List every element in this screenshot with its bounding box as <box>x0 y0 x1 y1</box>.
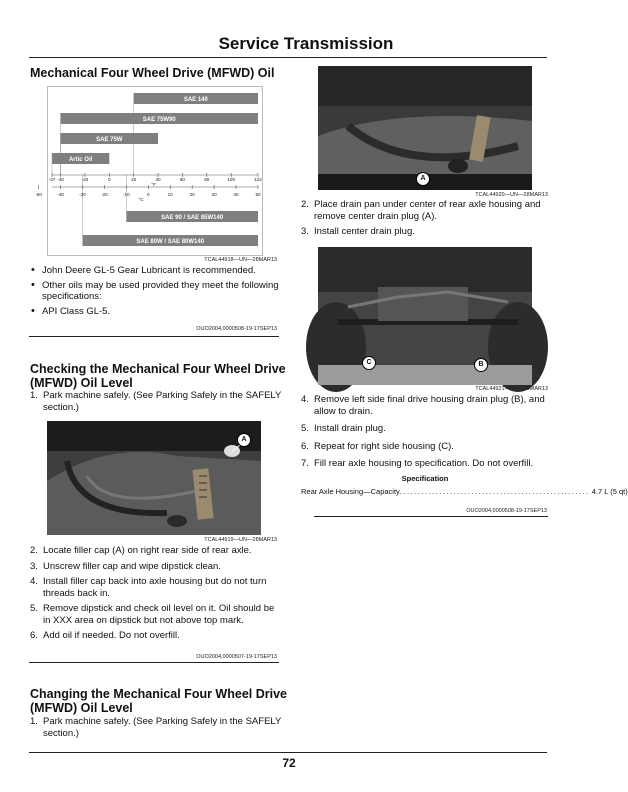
step-list <box>301 199 553 242</box>
c-tick-label: 30 <box>211 192 217 197</box>
step-item: 6. Repeat for right side housing (C). <box>301 440 454 452</box>
step-item: 5. Install drain plug. <box>301 423 386 434</box>
f-tick-label: 20 <box>131 177 137 182</box>
callout-a: A <box>237 433 251 447</box>
section-divider <box>314 516 548 517</box>
footer-rule <box>29 752 547 753</box>
specification-row <box>301 487 628 496</box>
section-title-mfwd-oil: Mechanical Four Wheel Drive (MFWD) Oil <box>30 66 275 80</box>
f-tick-label: -47 <box>48 177 56 182</box>
callout-c: C <box>362 356 376 370</box>
c-tick-label: 20 <box>189 192 195 197</box>
oil-range-label: SAE 75W <box>96 137 123 143</box>
callout-a: A <box>416 172 430 186</box>
step-item: 3. Install center drain plug. <box>301 226 415 237</box>
c-tick-label: 50 <box>255 192 261 197</box>
step-item: 2. Locate filler cap (A) on right rear side of rear axle. <box>30 545 252 556</box>
figure-caption: TCAL44920—UN—28MAR13 <box>475 192 548 198</box>
spec-bullets <box>30 265 282 320</box>
specification-heading: Specification <box>401 474 449 483</box>
figure-caption: TCAL44921—UN—28MAR13 <box>475 386 548 392</box>
section-title-checking-oil: Checking the Mechanical Four Wheel Drive (MFWD) Oil Level <box>30 362 286 390</box>
c-tick-label: 10 <box>167 192 173 197</box>
section-title-changing-oil: Changing the Mechanical Four Wheel Drive (MFWD) Oil Level <box>30 687 287 715</box>
center-drain-plug-photo <box>318 66 532 190</box>
figure-caption: TCAL44919—UN—28MAR13 <box>204 537 277 543</box>
section-divider <box>29 662 279 663</box>
c-tick-label: 40 <box>233 192 239 197</box>
c-tick-label: -20 <box>101 192 108 197</box>
step-item: 2. Place drain pan under center of rear axle housing and remove center drain plug (A). <box>301 199 541 222</box>
c-tick-label: -30 <box>79 192 86 197</box>
f-tick-label: -20 <box>81 177 89 182</box>
oil-temperature-chart <box>35 86 263 256</box>
step-item: 6. Add oil if needed. Do not overfill. <box>30 630 180 641</box>
figure-caption: TCAL44918—UN—28MAR13 <box>204 257 277 263</box>
axle-filler-illustration <box>47 421 261 535</box>
bullet-item: • API Class GL-5. <box>30 306 282 318</box>
spec-leader: ..................................................... <box>399 487 590 496</box>
bullet-item: • John Deere GL-5 Gear Lubricant is recommended. <box>30 265 282 277</box>
c-unit-label: °C <box>138 197 144 202</box>
c-tick-label: 0 <box>147 192 150 197</box>
c-tick-label: -40 <box>57 192 64 197</box>
step-item: 4. Install filler cap back into axle housing but do not turn threads back in. <box>30 576 267 599</box>
bullet-item: • Other oils may be used provided they meet the following specifications: <box>30 280 282 303</box>
f-tick-label: 80 <box>204 177 210 182</box>
oil-chart-svg <box>35 87 262 255</box>
step-list <box>30 545 282 646</box>
oil-range-label: SAE 140 <box>183 97 208 103</box>
step-item: 5. Remove dipstick and check oil level on it. Oil should be in XXX area on dipstick but not above top mark. <box>30 603 275 626</box>
reference-code: OUO2004,0000508-19-17SEP13 <box>466 508 547 514</box>
f-tick-label: 100 <box>227 177 236 182</box>
spec-label: Rear Axle Housing—Capacity <box>301 487 400 496</box>
f-tick-label: 40 <box>155 177 161 182</box>
step-list <box>301 394 553 474</box>
step-list <box>30 716 282 743</box>
final-drive-illustration <box>318 247 532 385</box>
final-drive-housing-photo <box>318 247 532 385</box>
c-tick-label: -50 <box>35 192 42 197</box>
step-item: 7. Fill rear axle housing to specification. Do not overfill. <box>301 458 534 469</box>
axle-filler-photo <box>47 421 261 535</box>
step-item: 4. Remove left side final drive housing drain plug (B), and allow to drain. <box>301 394 545 417</box>
callout-b: B <box>474 358 488 372</box>
c-tick-label: -10 <box>123 192 130 197</box>
page-title: Service Transmission <box>218 34 394 53</box>
section-divider <box>29 336 279 337</box>
step-item: 1. Park machine safely. (See Parking Safely in the SAFELY section.) <box>30 716 282 739</box>
reference-code: OUO2004,0000508-19-17SEP13 <box>196 326 277 332</box>
f-unit-label: °F <box>151 182 156 187</box>
f-tick-label: -40 <box>57 177 64 182</box>
reference-code: OUO2004,0000507-19-17SEP13 <box>196 654 277 660</box>
f-tick-label: 0 <box>108 177 111 182</box>
oil-range-label: SAE 90 / SAE 85W140 <box>161 215 224 221</box>
oil-range-label: Artic Oil <box>68 157 93 163</box>
f-tick-label: 122 <box>254 177 262 182</box>
step-item: 1. Park machine safely. (See Parking Safely in the SAFELY section.) <box>30 390 282 413</box>
step-item: 3. Unscrew filler cap and wipe dipstick clean. <box>30 560 221 572</box>
oil-range-label: SAE 80W / SAE 80W140 <box>136 239 205 245</box>
page-number: 72 <box>282 756 296 770</box>
step-list <box>30 390 282 417</box>
header-rule <box>29 57 547 58</box>
f-tick-label: 60 <box>179 177 185 182</box>
spec-value: 4.7 L (5 qt) <box>591 487 628 496</box>
oil-range-label: SAE 75W90 <box>142 117 176 123</box>
